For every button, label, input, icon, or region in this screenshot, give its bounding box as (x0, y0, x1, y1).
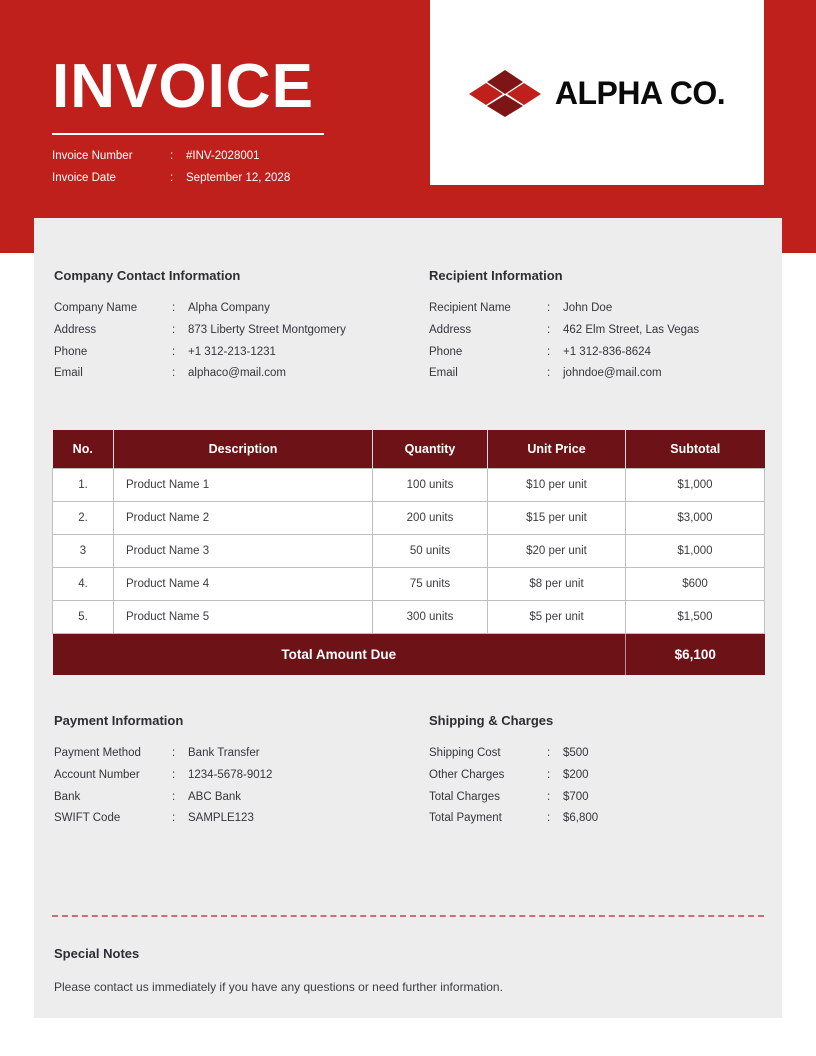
invoice-date-label: Invoice Date (52, 171, 116, 184)
payment-method-value: Bank Transfer (188, 747, 260, 759)
item-no: 5. (53, 601, 114, 634)
dashed-divider (52, 915, 764, 917)
item-no: 1. (53, 469, 114, 502)
total-charges-colon: : (547, 790, 551, 803)
total-amount-value: $6,100 (626, 634, 765, 676)
payment-table (54, 745, 272, 832)
item-subtotal: $1,500 (626, 601, 765, 634)
item-quantity: 200 units (373, 502, 488, 535)
company-address-value: 873 Liberty Street Montgomery (188, 323, 346, 336)
bank-value: ABC Bank (188, 790, 242, 803)
company-email-label: Email (54, 367, 83, 380)
recipient-email-value: johndoe@mail.com (563, 367, 662, 380)
table-row (429, 789, 598, 811)
table-row (54, 322, 346, 344)
column-header-quantity: Quantity (373, 430, 488, 469)
company-name-label: Company Name (54, 302, 138, 314)
company-contact-block (54, 268, 346, 387)
payment-information-block (54, 713, 272, 832)
swift-code-colon: : (172, 812, 176, 825)
recipient-address-value: 462 Elm Street, Las Vegas (563, 323, 700, 336)
item-no: 2. (53, 502, 114, 535)
total-amount-row (53, 634, 765, 676)
items-table-wrap (52, 430, 764, 675)
shipping-body (429, 745, 598, 832)
item-quantity: 300 units (373, 601, 488, 634)
invoice-meta-body (52, 148, 290, 192)
account-number-label: Account Number (54, 768, 140, 781)
shipping-heading: Shipping & Charges (429, 713, 554, 728)
recipient-name-label: Recipient Name (429, 302, 511, 314)
items-table-body (53, 469, 765, 676)
table-row (54, 789, 272, 811)
invoice-meta-table (52, 148, 290, 192)
shipping-charges-block (429, 713, 598, 832)
item-quantity: 100 units (373, 469, 488, 502)
company-phone-colon: : (172, 345, 176, 358)
item-no: 4. (53, 568, 114, 601)
recipient-phone-colon: : (547, 345, 551, 358)
recipient-phone-label: Phone (429, 345, 463, 358)
item-unit-price: $10 per unit (488, 469, 626, 502)
payment-method-colon: : (172, 747, 176, 759)
item-quantity: 75 units (373, 568, 488, 601)
item-unit-price: $8 per unit (488, 568, 626, 601)
item-unit-price: $20 per unit (488, 535, 626, 568)
total-charges-value: $700 (563, 790, 589, 803)
logo-box (430, 0, 764, 185)
special-notes-text: Please contact us immediately if you have any questions or need further information. (54, 980, 503, 994)
table-row (429, 344, 699, 366)
item-description: Product Name 5 (114, 601, 373, 634)
invoice-number-label: Invoice Number (52, 150, 133, 162)
table-row (429, 322, 699, 344)
recipient-email-colon: : (547, 367, 551, 380)
company-phone-label: Phone (54, 345, 88, 358)
bank-label: Bank (54, 790, 81, 803)
total-amount-label: Total Amount Due (53, 634, 626, 676)
special-notes-block (54, 946, 766, 996)
shipping-table (429, 745, 598, 832)
table-row (54, 300, 346, 322)
account-number-colon: : (172, 768, 176, 781)
total-payment-value: $6,800 (563, 812, 599, 825)
table-row (54, 344, 346, 366)
items-table (52, 430, 765, 675)
company-contact-heading: Company Contact Information (54, 268, 241, 283)
item-subtotal: $1,000 (626, 535, 765, 568)
logo-company-name: ALPHA CO. (554, 74, 726, 111)
company-email-value: alphaco@mail.com (188, 367, 286, 380)
table-row (54, 745, 272, 767)
items-header-row (53, 430, 765, 469)
page-title: INVOICE (52, 52, 314, 121)
recipient-address-label: Address (429, 323, 472, 336)
total-charges-label: Total Charges (429, 790, 500, 803)
table-row (54, 365, 346, 387)
item-subtotal: $600 (626, 568, 765, 601)
other-charges-label: Other Charges (429, 768, 505, 781)
other-charges-colon: : (547, 768, 551, 781)
company-address-colon: : (172, 323, 176, 336)
other-charges-value: $200 (563, 768, 589, 781)
table-row (53, 601, 765, 634)
company-address-label: Address (54, 323, 97, 336)
item-no: 3 (53, 535, 114, 568)
item-description: Product Name 1 (114, 469, 373, 502)
title-underline-rule (52, 133, 324, 135)
table-row (429, 365, 699, 387)
company-name-colon: : (172, 302, 176, 314)
table-row (53, 469, 765, 502)
invoice-date-value: September 12, 2028 (186, 171, 291, 184)
invoice-number-value: #INV-2028001 (186, 150, 260, 162)
invoice-number-colon: : (170, 150, 174, 162)
payment-method-label: Payment Method (54, 747, 141, 759)
table-row (429, 745, 598, 767)
special-notes-heading: Special Notes (54, 946, 140, 961)
recipient-name-value: John Doe (563, 302, 613, 314)
diamond-cluster-logo-icon (469, 68, 541, 118)
item-quantity: 50 units (373, 535, 488, 568)
item-description: Product Name 3 (114, 535, 373, 568)
recipient-name-colon: : (547, 302, 551, 314)
table-row (54, 810, 272, 832)
column-header-subtotal: Subtotal (626, 430, 765, 469)
table-row (429, 767, 598, 789)
bank-colon: : (172, 790, 176, 803)
recipient-address-colon: : (547, 323, 551, 336)
company-name-value: Alpha Company (188, 302, 270, 314)
recipient-table (429, 300, 699, 387)
payment-body (54, 745, 272, 832)
recipient-heading: Recipient Information (429, 268, 563, 283)
invoice-meta-row-number (52, 148, 290, 170)
table-row (54, 767, 272, 789)
header-notch (0, 218, 34, 253)
table-row (429, 300, 699, 322)
recipient-phone-value: +1 312-836-8624 (563, 345, 651, 358)
company-email-colon: : (172, 367, 176, 380)
item-subtotal: $3,000 (626, 502, 765, 535)
column-header-description: Description (114, 430, 373, 469)
column-header-no: No. (53, 430, 114, 469)
items-table-head (53, 430, 765, 469)
recipient-body (429, 300, 699, 387)
company-phone-value: +1 312-213-1231 (188, 345, 276, 358)
item-subtotal: $1,000 (626, 469, 765, 502)
swift-code-value: SAMPLE123 (188, 812, 254, 825)
item-unit-price: $5 per unit (488, 601, 626, 634)
table-row (53, 535, 765, 568)
item-description: Product Name 4 (114, 568, 373, 601)
table-row (429, 810, 598, 832)
shipping-cost-label: Shipping Cost (429, 747, 501, 759)
invoice-date-colon: : (170, 171, 174, 184)
company-contact-body (54, 300, 346, 387)
swift-code-label: SWIFT Code (54, 812, 121, 825)
table-row (53, 502, 765, 535)
invoice-meta-row-date (52, 170, 290, 192)
company-contact-table (54, 300, 346, 387)
shipping-cost-value: $500 (563, 747, 589, 759)
payment-heading: Payment Information (54, 713, 184, 728)
total-payment-label: Total Payment (429, 812, 502, 825)
recipient-email-label: Email (429, 367, 458, 380)
shipping-cost-colon: : (547, 747, 551, 759)
item-unit-price: $15 per unit (488, 502, 626, 535)
table-row (53, 568, 765, 601)
item-description: Product Name 2 (114, 502, 373, 535)
body-panel (34, 218, 782, 1018)
column-header-unit-price: Unit Price (488, 430, 626, 469)
total-payment-colon: : (547, 812, 551, 825)
account-number-value: 1234-5678-9012 (188, 768, 273, 781)
recipient-block (429, 268, 699, 387)
